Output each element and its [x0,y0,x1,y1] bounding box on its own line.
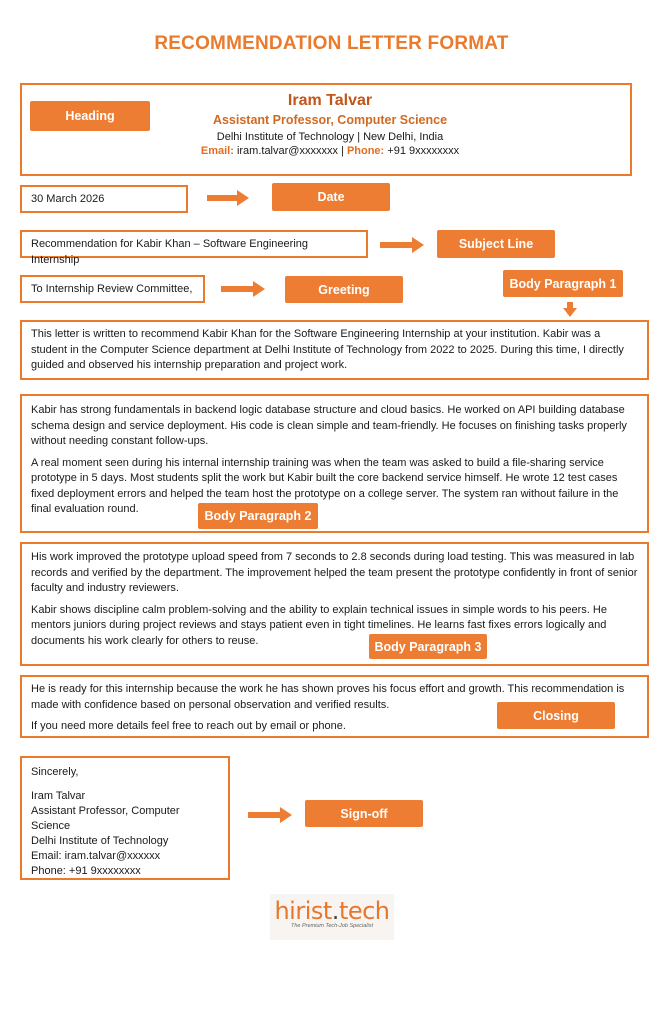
heading-label: Heading [30,101,150,131]
greeting-arrow-icon [221,281,265,297]
closing-paragraph-1: He is ready for this internship because the work he has shown proves his focus effort and growth. This recommendation is made with confidence based on personal observation and verified results. [31,683,625,711]
contact-separator: | [341,145,344,157]
body3-label: Body Paragraph 3 [369,634,487,659]
signoff-arrow-icon [248,807,292,823]
signoff-label: Sign-off [305,800,423,827]
body2-paragraph-1: Kabir has strong fundamentals in backend logic database structure and cloud basics. He worked on API building database schema design and service deployment. His code is clean simple and team-friendly. He focuses on finishing tasks properly without needing constant follow-ups. [31,404,627,447]
down-arrow-icon [563,302,577,318]
sender-institution: Delhi Institute of Technology | New Delhi, India [216,131,444,143]
logo-wordmark [270,897,394,925]
signoff-role: Assistant Professor, Computer Science [31,805,180,832]
signoff-phone: Phone: +91 9xxxxxxxx [31,865,141,877]
page-title: RECOMMENDATION LETTER FORMAT [154,33,509,54]
phone-label: Phone: [346,145,385,157]
signoff-box [20,756,230,880]
closing-label: Closing [497,702,615,729]
greeting-label: Greeting [285,276,403,303]
sender-phone: +91 9xxxxxxxx [387,145,460,157]
body2-box [20,394,649,533]
greeting-text: To Internship Review Committee, [31,283,193,295]
body3-paragraph-1: His work improved the prototype upload speed from 7 seconds to 2.8 seconds during load testing. This was measured in lab records and verified by the department. The improvement helped the team present the prototype confidently in front of senior faculty and industry reviewers. [31,551,638,594]
subject-line: Recommendation for Kabir Khan – Software Engineering Internship [31,238,308,266]
body1-box [20,320,649,380]
sender-name: Iram Talvar [287,92,373,109]
subject-box [20,230,368,266]
date-label: Date [272,183,390,211]
signoff-salutation: Sincerely, [31,766,79,778]
subject-label: Subject Line [437,230,555,258]
date-box [20,185,188,213]
logo-word-dot: . [331,897,339,925]
body3-box [20,542,649,666]
logo-word-main: hirist [274,897,332,925]
sender-role: Assistant Professor, Computer Science [212,113,448,127]
date-arrow-icon [207,190,249,206]
body2-label: Body Paragraph 2 [198,503,318,529]
sender-contact [150,145,510,157]
sender-email: iram.talvar@xxxxxxx [236,145,338,157]
body1-label: Body Paragraph 1 [503,270,623,297]
letter-heading [150,92,510,157]
hirist-logo [270,894,394,940]
logo-tagline: The Premium Tech-Job Specialist [290,923,374,929]
signoff-email: Email: iram.talvar@xxxxxx [31,850,161,862]
email-label: Email: [200,145,234,157]
signoff-name: Iram Talvar [31,790,86,802]
body1-text: This letter is written to recommend Kabir Khan for the Software Engineering Internship at your institution. Kabir was a student in the Computer Science department at Delhi Institute of Technology from 2022 to 2025. During this time, I directly guided and observed his internship preparation and project work. [31,328,624,371]
signoff-institution: Delhi Institute of Technology [31,835,169,847]
logo-word-tail: tech [338,897,390,925]
greeting-box [20,275,205,303]
letter-date: 30 March 2026 [31,193,105,205]
body3-paragraph-2: Kabir shows discipline calm problem-solving and the ability to explain technical issues in simple words to his peers. He mentors juniors during project reviews and stays patient even in tight timelines. He learns fast fixes errors logically and documents his work clearly for others to reuse. [31,603,607,647]
body2-paragraph-2: A real moment seen during his internal internship training was when the team was asked to build a file-sharing service prototype in 5 days. Most students split the work but Kabir built the core backend service himself. He wrote 12 test cases fixed deployment errors and helped the team host the prototype on a college server. The system ran without failure in the final evaluation round. [31,456,619,515]
subject-arrow-icon [380,237,424,253]
closing-paragraph-2: If you need more details feel free to reach out by email or phone. [31,720,346,732]
